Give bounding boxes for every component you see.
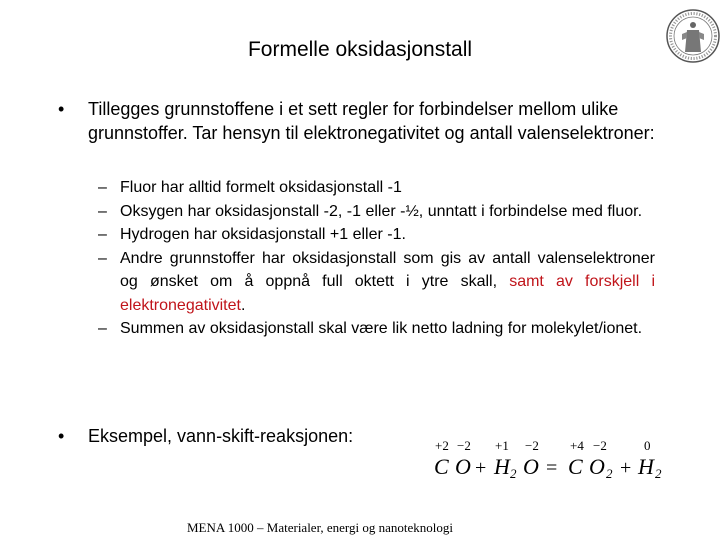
- species-symbol: O: [523, 454, 539, 479]
- ox-label: +1: [495, 438, 509, 453]
- operator: =: [546, 457, 558, 479]
- subbullet-summen: [98, 317, 655, 341]
- bullet-marker: •: [58, 426, 65, 446]
- water-gas-shift-equation: [432, 434, 677, 484]
- bullet-marker: •: [58, 99, 65, 119]
- subbullet-fluor: [98, 176, 655, 200]
- subbullet-oksygen: [98, 200, 655, 224]
- operator: +: [620, 457, 632, 479]
- ox-label: −2: [457, 438, 471, 453]
- ox-label: −2: [593, 438, 607, 453]
- bullet-example: [58, 424, 353, 448]
- species-symbol: C: [568, 454, 583, 479]
- dash-marker: –: [98, 249, 107, 267]
- slide-title: Formelle oksidasjonstall: [247, 38, 473, 61]
- subbullet-text: Hydrogen har oksidasjonstall +1 eller -1.: [120, 226, 406, 243]
- ox-label: −2: [525, 438, 539, 453]
- subbullet-highlight: samt av forskjell i elektronegativitet: [120, 273, 655, 314]
- operator: +: [475, 457, 487, 479]
- ox-label: +2: [435, 438, 449, 453]
- species-symbol: H: [638, 454, 654, 479]
- university-seal-logo: [665, 8, 720, 64]
- dash-marker: –: [98, 202, 107, 220]
- ox-label: 0: [644, 438, 651, 453]
- species-symbol: O: [455, 454, 471, 479]
- species-symbol: H: [494, 454, 510, 479]
- subbullet-text: Fluor har alltid formelt oksidasjonstall -1: [120, 179, 402, 196]
- subbullet-text: Oksygen har oksidasjonstall -2, -1 eller -½, unntatt i forbindelse med fluor.: [120, 202, 643, 220]
- dash-marker: –: [98, 226, 107, 243]
- footer-course: MENA 1000 – Materialer, energi og nanoteknologi: [186, 520, 454, 535]
- subbullet-hydrogen: [98, 223, 655, 247]
- dash-marker: –: [98, 320, 107, 337]
- subbullet-text: Summen av oksidasjonstall skal være lik netto ladning for molekylet/ionet.: [120, 320, 643, 337]
- ox-label: +4: [570, 438, 584, 453]
- subbullet-end: .: [240, 296, 246, 314]
- species-symbol: C: [434, 454, 449, 479]
- subscript: 2: [606, 466, 613, 481]
- subscript: 2: [655, 466, 662, 481]
- subscript: 2: [510, 466, 517, 481]
- subbullet-text: Andre grunnstoffer har oksidasjonstall som gis av antall valenselektroner og ønsket om å oppnå full oktett i ytre skall,: [120, 249, 655, 290]
- bullet-rules-text: Tillegges grunnstoffene i et sett regler for forbindelser mellom ulike grunnstoffer. Tar hensyn til elektronegativitet og antall valenselektroner:: [88, 99, 655, 143]
- dash-marker: –: [98, 179, 107, 196]
- bullet-rules: [58, 97, 658, 145]
- rules-sublist: [98, 176, 655, 341]
- subbullet-andre: [98, 247, 655, 318]
- species-symbol: O: [589, 454, 605, 479]
- bullet-example-text: Eksempel, vann-skift-reaksjonen:: [88, 426, 354, 446]
